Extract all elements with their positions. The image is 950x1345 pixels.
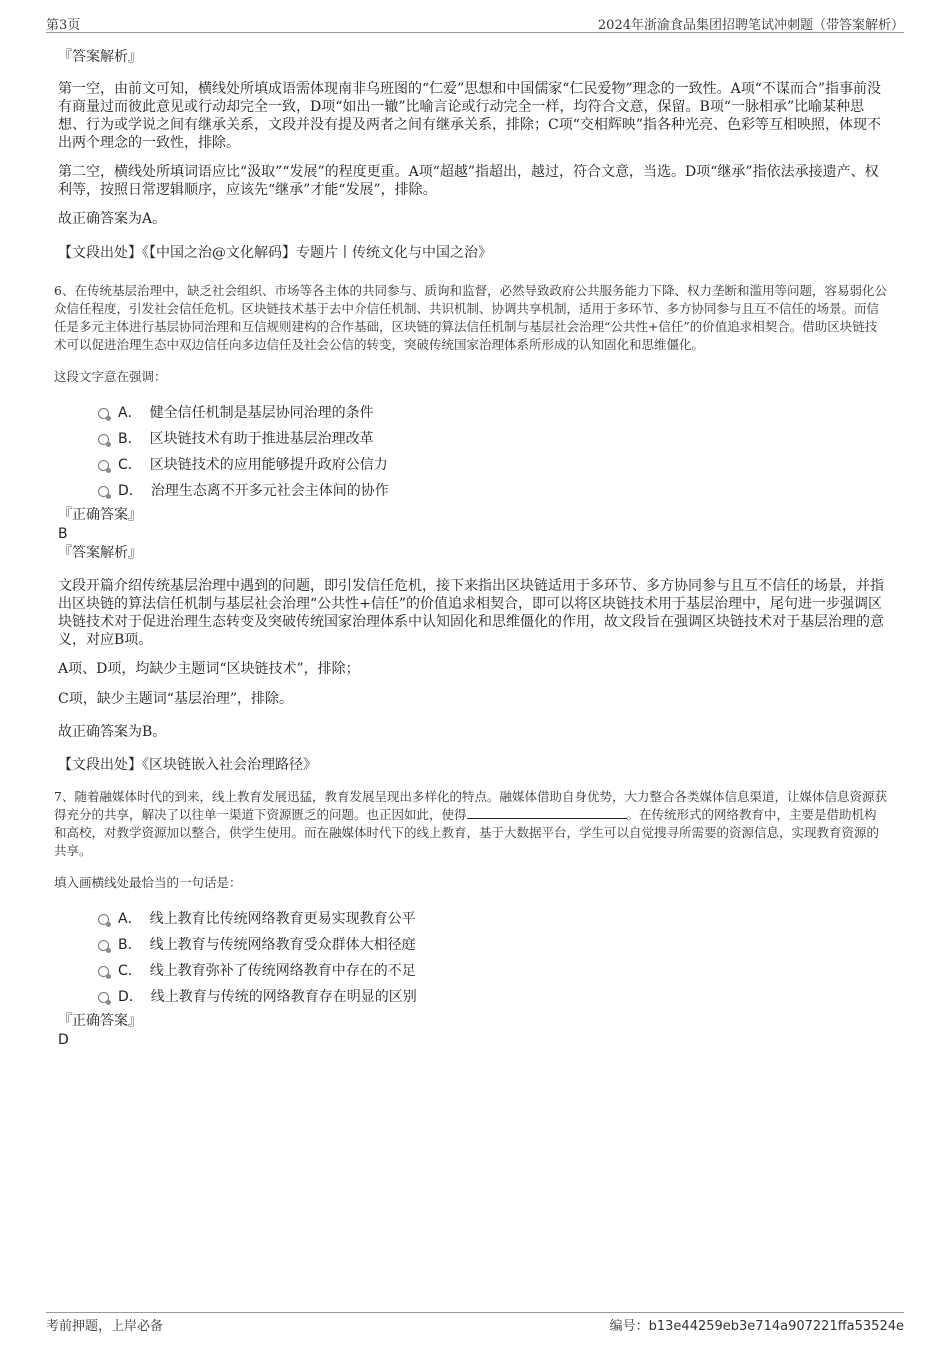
radio-icon[interactable] bbox=[98, 408, 109, 419]
page-number: 第3页 bbox=[46, 18, 81, 33]
q7-option-c[interactable]: C． 线上教育弥补了传统网络教育中存在的不足 bbox=[58, 958, 888, 984]
q5-analysis-paragraph-1: 第一空，由前文可知，横线处所填成语需体现南非乌班图的“仁爱”思想和中国儒家“仁民爱物”理念的一致性。A项“不谋而合”指事前没有商量过而彼此意见或行动却完全一致，D项“如出一辙”比喻言论或行动完全一样，均符合文意，保留。B项“一脉相承”比喻某种思想、行为或学说之间有继承关系，文段并没有提及两者之间有继承关系，排除；C项“交相辉映”指各种光亮、色彩等互相映照，体现不出两个理念的一致性，排除。 bbox=[58, 81, 882, 151]
page-header bbox=[46, 14, 904, 33]
q6-answer-label: 『正确答案』 bbox=[58, 507, 142, 523]
q6-conclusion: 故正确答案为B。 bbox=[58, 724, 167, 740]
radio-icon[interactable] bbox=[98, 940, 109, 951]
q5-conclusion: 故正确答案为A。 bbox=[58, 211, 167, 227]
q6-prompt: 这段文字意在强调： bbox=[54, 369, 167, 384]
radio-icon[interactable] bbox=[98, 992, 109, 1003]
q7-options bbox=[58, 906, 888, 1010]
q7-answer: D bbox=[58, 1032, 69, 1048]
page-footer bbox=[46, 1312, 904, 1333]
fill-blank bbox=[467, 806, 627, 819]
document-id: 编号：b13e44259eb3e714a907221ffa53524e bbox=[609, 1319, 904, 1334]
radio-icon[interactable] bbox=[98, 460, 109, 471]
radio-icon[interactable] bbox=[98, 966, 109, 977]
radio-icon[interactable] bbox=[98, 434, 109, 445]
q6-analysis-label: 『答案解析』 bbox=[58, 545, 142, 561]
q6-option-a[interactable]: A． 健全信任机制是基层协同治理的条件 bbox=[58, 400, 888, 426]
q7-option-b[interactable]: B． 线上教育与传统网络教育受众群体大相径庭 bbox=[58, 932, 888, 958]
q7-stem: 7、随着融媒体时代的到来，线上教育发展迅猛，教育发展呈现出多样化的特点。融媒体借助自身优势，大力整合各类媒体信息渠道，让媒体信息资源获得充分的共享，解决了以往单一渠道下资源匮乏的问题。也正因如此，使得 。在传统形式的网络教育中，主要是借助机构和高校，对教学资源加以整合，供学生使用。而在融媒体时代下的线上教育，基于大数据平台，学生可以自觉搜寻所需要的资源信息，实现教育资源的共享。 bbox=[54, 789, 887, 858]
q6-analysis-paragraph-1: 文段开篇介绍传统基层治理中遇到的问题，即引发信任危机，接下来指出区块链适用于多环节、多方协同参与且互不信任的场景，并指出区块链的算法信任机制与基层社会治理“公共性+信任”的价值追求相契合，即可以将区块链技术用于基层治理中，尾句进一步强调区块链技术对于促进治理生态转变及突破传统国家治理体系中认知固化和思维僵化的作用，故文段旨在强调区块链技术对于基层治理的意义，对应B项。 bbox=[58, 578, 884, 648]
q5-analysis-paragraph-2: 第二空，横线处所填词语应比“汲取”“发展”的程度更重。A项“超越”指超出，越过，符合文意，当选。D项“继承”指依法承接遗产、权利等，按照日常逻辑顺序，应该先“继承”才能“发展”，排除。 bbox=[58, 164, 879, 198]
q7-answer-label: 『正确答案』 bbox=[58, 1013, 142, 1029]
q6-source: 【文段出处】《区块链嵌入社会治理路径》 bbox=[58, 757, 317, 773]
q7-prompt: 填入画横线处最恰当的一句话是： bbox=[54, 875, 242, 890]
radio-icon[interactable] bbox=[98, 486, 109, 497]
q5-analysis-label: 『答案解析』 bbox=[58, 49, 142, 65]
q6-analysis-paragraph-2: A项、D项，均缺少主题词“区块链技术”，排除； bbox=[58, 661, 360, 677]
q6-answer: B bbox=[58, 526, 68, 542]
q6-options bbox=[58, 400, 888, 504]
radio-icon[interactable] bbox=[98, 914, 109, 925]
q6-option-b[interactable]: B． 区块链技术有助于推进基层治理改革 bbox=[58, 426, 888, 452]
page-content bbox=[54, 44, 888, 1049]
q7-option-d[interactable]: D． 线上教育与传统的网络教育存在明显的区别 bbox=[58, 984, 888, 1010]
q6-stem: 6、在传统基层治理中，缺乏社会组织、市场等各主体的共同参与、质询和监督，必然导致政府公共服务能力下降、权力垄断和滥用等问题，容易弱化公众信任程度，引发社会信任危机。区块链技术基于去中介信任机制、共识机制、协调共享机制，适用于多环节、多方协同参与且互不信任的场景。而信任是多元主体进行基层协同治理和互信规则建构的合作基础，区块链的算法信任机制与基层社会治理“公共性+信任”的价值追求相契合。借助区块链技术可以促进治理生态中双边信任向多边信任及社会公信的转变，突破传统国家治理体系所形成的认知固化和思维僵化。 bbox=[54, 283, 887, 352]
q6-analysis-paragraph-3: C项，缺少主题词“基层治理”，排除。 bbox=[58, 691, 294, 707]
q6-option-d[interactable]: D． 治理生态离不开多元社会主体间的协作 bbox=[58, 478, 888, 504]
q5-source: 【文段出处】《【中国之治@文化解码】专题片丨传统文化与中国之治》 bbox=[58, 245, 492, 261]
document-title: 2024年浙渝食品集团招聘笔试冲刺题（带答案解析） bbox=[597, 18, 904, 33]
footer-slogan: 考前押题，上岸必备 bbox=[46, 1319, 164, 1334]
q7-option-a[interactable]: A． 线上教育比传统网络教育更易实现教育公平 bbox=[58, 906, 888, 932]
q6-option-c[interactable]: C． 区块链技术的应用能够提升政府公信力 bbox=[58, 452, 888, 478]
